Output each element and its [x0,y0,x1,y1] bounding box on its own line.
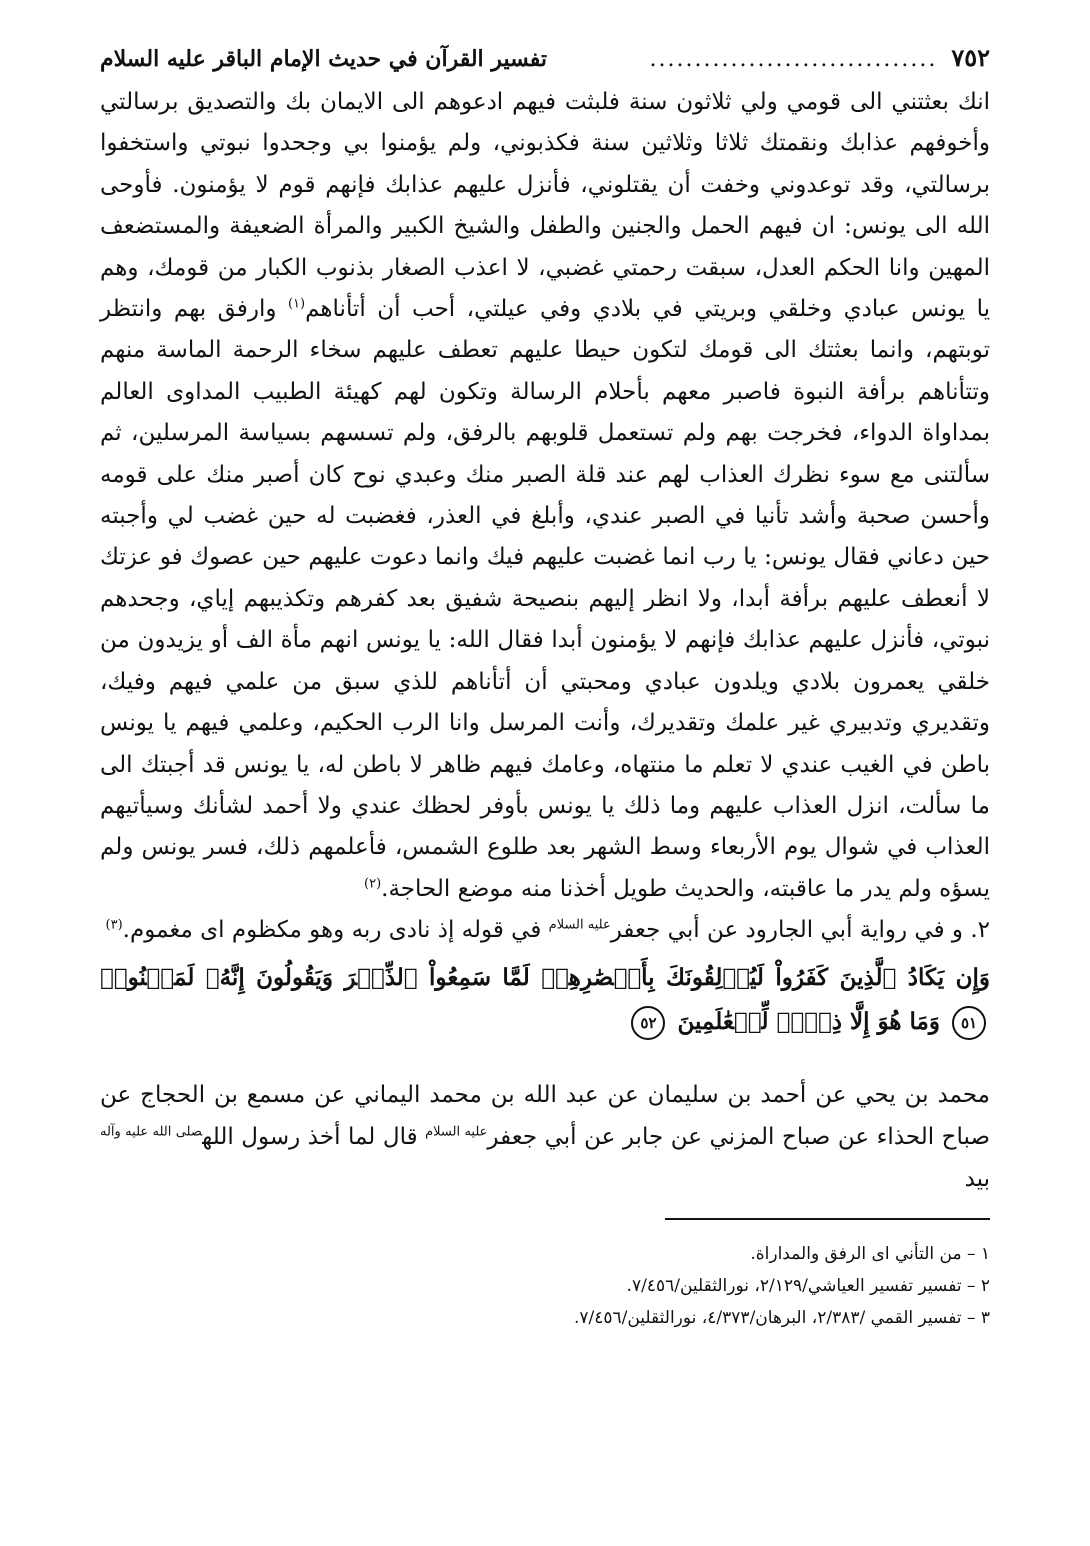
narration-chain-text-b: قال لما أخذ رسول الله [202,1123,426,1150]
ayah-number-52: ٥٢ [631,1006,665,1040]
footnote-3: ٣ – تفسير القمي /٢/٣٨٣، البرهان/٤/٣٧٣، نورالثقلين/٧/٤٥٦. [573,1307,990,1328]
paragraph-2-text-b: في قوله إذ نادى ربه وهو مكظوم اى مغموم. [122,917,549,944]
page-header [100,40,990,76]
footnote-ref-3[interactable]: (٣) [105,917,123,933]
ayah-number-51: ٥١ [952,1006,986,1040]
page [100,40,990,1334]
footnote-2: ٢ – تفسير تفسير العياشي/٢/١٢٩، نورالثقلين/٧/٤٥٦. [626,1275,990,1296]
narration-chain [100,1074,990,1200]
honorific-ligature: عليه السلام [425,1123,488,1139]
narration-chain-text-a: محمد بن يحي عن أحمد بن سليمان عن عبد الله بن محمد اليماني عن مسمع بن الحجاج عن صباح الحذاء عن صباح المزني عن جابر عن أبي جعفر [100,1081,990,1150]
verse-51: وَإِن يَكَادُ ٱلَّذِينَ كَفَرُواْ لَيُزۡلِقُونَكَ بِأَبۡصَٰرِهِمۡ لَمَّا سَمِعُواْ ٱلذِّكۡرَ وَيَقُولُونَ إِنَّهُۥ لَمَجۡنُونٞ [100,963,990,991]
paragraph-2 [100,910,990,951]
honorific-ligature: عليه السلام [548,917,611,933]
running-title: تفسير القرآن في حديث الإمام الباقر عليه السلام [100,46,547,72]
narration-chain-text-c: بيد [964,1165,990,1192]
footnote-ref-2[interactable]: (٢) [364,876,382,892]
footnote-1: ١ – من التأني اى الرفق والمداراة. [750,1243,990,1264]
main-text [100,82,990,952]
footnote-ref-1[interactable]: (١) [287,296,306,312]
paragraph-1 [100,82,990,910]
paragraph-1-text-b: وارفق بهم وانتظر توبتهم، وانما بعثتك الى قومك لتكون حيطا عليهم تعطف عليهم سخاء الرحمة الماسة منهم وتتأناهم برأفة النبوة فاصبر معهم بأحلام الرسالة وتكون لهم كهيئة الطبيب المداوى العالم بمداواة الدواء، فخرجت بهم ولم تستعمل قلوبهم بالرفق، ولم تسسهم بسياسة المرسلين، ثم سألتنى مع سوء نظرك العذاب لهم عند قلة الصبر منك وعبدي نوح كان أصبر منك على قومه وأحسن صحبة وأشد تأنيا في الصبر عندي، وأبلغ في العذر، فغضبت له حين غضب لي وأجبته حين دعاني فقال يونس: يا رب انما غضبت عليهم فيك وانما دعوت عليهم حين عصوك فو عزتك لا أنعطف عليهم برأفة أبدا، ولا انظر إليهم بنصيحة شفيق بعد كفرهم وتكذيبهم إياي، وجحدهم نبوتي، فأنزل عليهم عذابك فإنهم لا يؤمنون أبدا فقال الله: يا يونس انهم مأة الف أو يزيدون من خلقي يعمرون بلادي ويلدون عبادي ومحبتي أن أتأناهم للذي سبق من علمي فيهم وفيك، وتقديري وتدبيري غير علمك وتقديرك، وأنت المرسل وانا الرب الحكيم، وعلمي فيهم يا يونس باطن في الغيب عندي لا تعلم ما منتهاه، وعامك فيهم ظاهر لا باطن له، يا يونس قد أجبتك الى ما سألت، انزل العذاب عليهم وما ذلك يا يونس بأوفر لحظك عندي ولا أحمد لشأنك وسيأتيهم العذاب في شوال يوم الأربعاء وسط الشهر بعد طلوع الشمس، فأعلمهم ذلك، فسر يونس ولم يسؤه ولم يدر ما عاقبته، والحديث طويل أخذنا منه موضع الحاجة. [100,296,990,902]
footnote-separator [665,1218,990,1220]
quran-verses [100,956,990,1044]
prophet-honorific-ligature: صلى الله عليه وآله [100,1123,203,1139]
footnotes [100,1238,990,1334]
paragraph-1-text-a: انك بعثتني الى قومي ولي ثلاثون سنة فلبثت فيهم ادعوهم الى الايمان بك والتصديق برسالتي وأخوفهم عذابك ونقمتك ثلاثا وثلاثين سنة فكذبوني، ولم يؤمنوا بي وجحدوا نبوتي واستخفوا برسالتي، وقد توعدوني وخفت أن يقتلوني، فأنزل عليهم عذابك فإنهم قوم لا يؤمنون. فأوحى الله الى يونس: ان فيهم الحمل والجنين والطفل والشيخ الكبير والمرأة الضعيفة والمستضعف المهين وانا الحكم العدل، سبقت رحمتي غضبي، لا اعذب الصغار بذنوب الكبار من قومك، وهم يا يونس عبادي وخلقي وبريتي في بلادي وفي عيلتي، أحب أن أتأناهم [100,89,990,323]
header-leader-dots: ................................ [649,47,938,72]
paragraph-2-text-a: ٢. و في رواية أبي الجارود عن أبي جعفر [610,917,990,944]
verse-52: وَمَا هُوَ إِلَّا ذِكۡرٞ لِّلۡعَٰلَمِينَ [677,1007,940,1035]
page-number: ٧٥٢ [951,43,990,72]
